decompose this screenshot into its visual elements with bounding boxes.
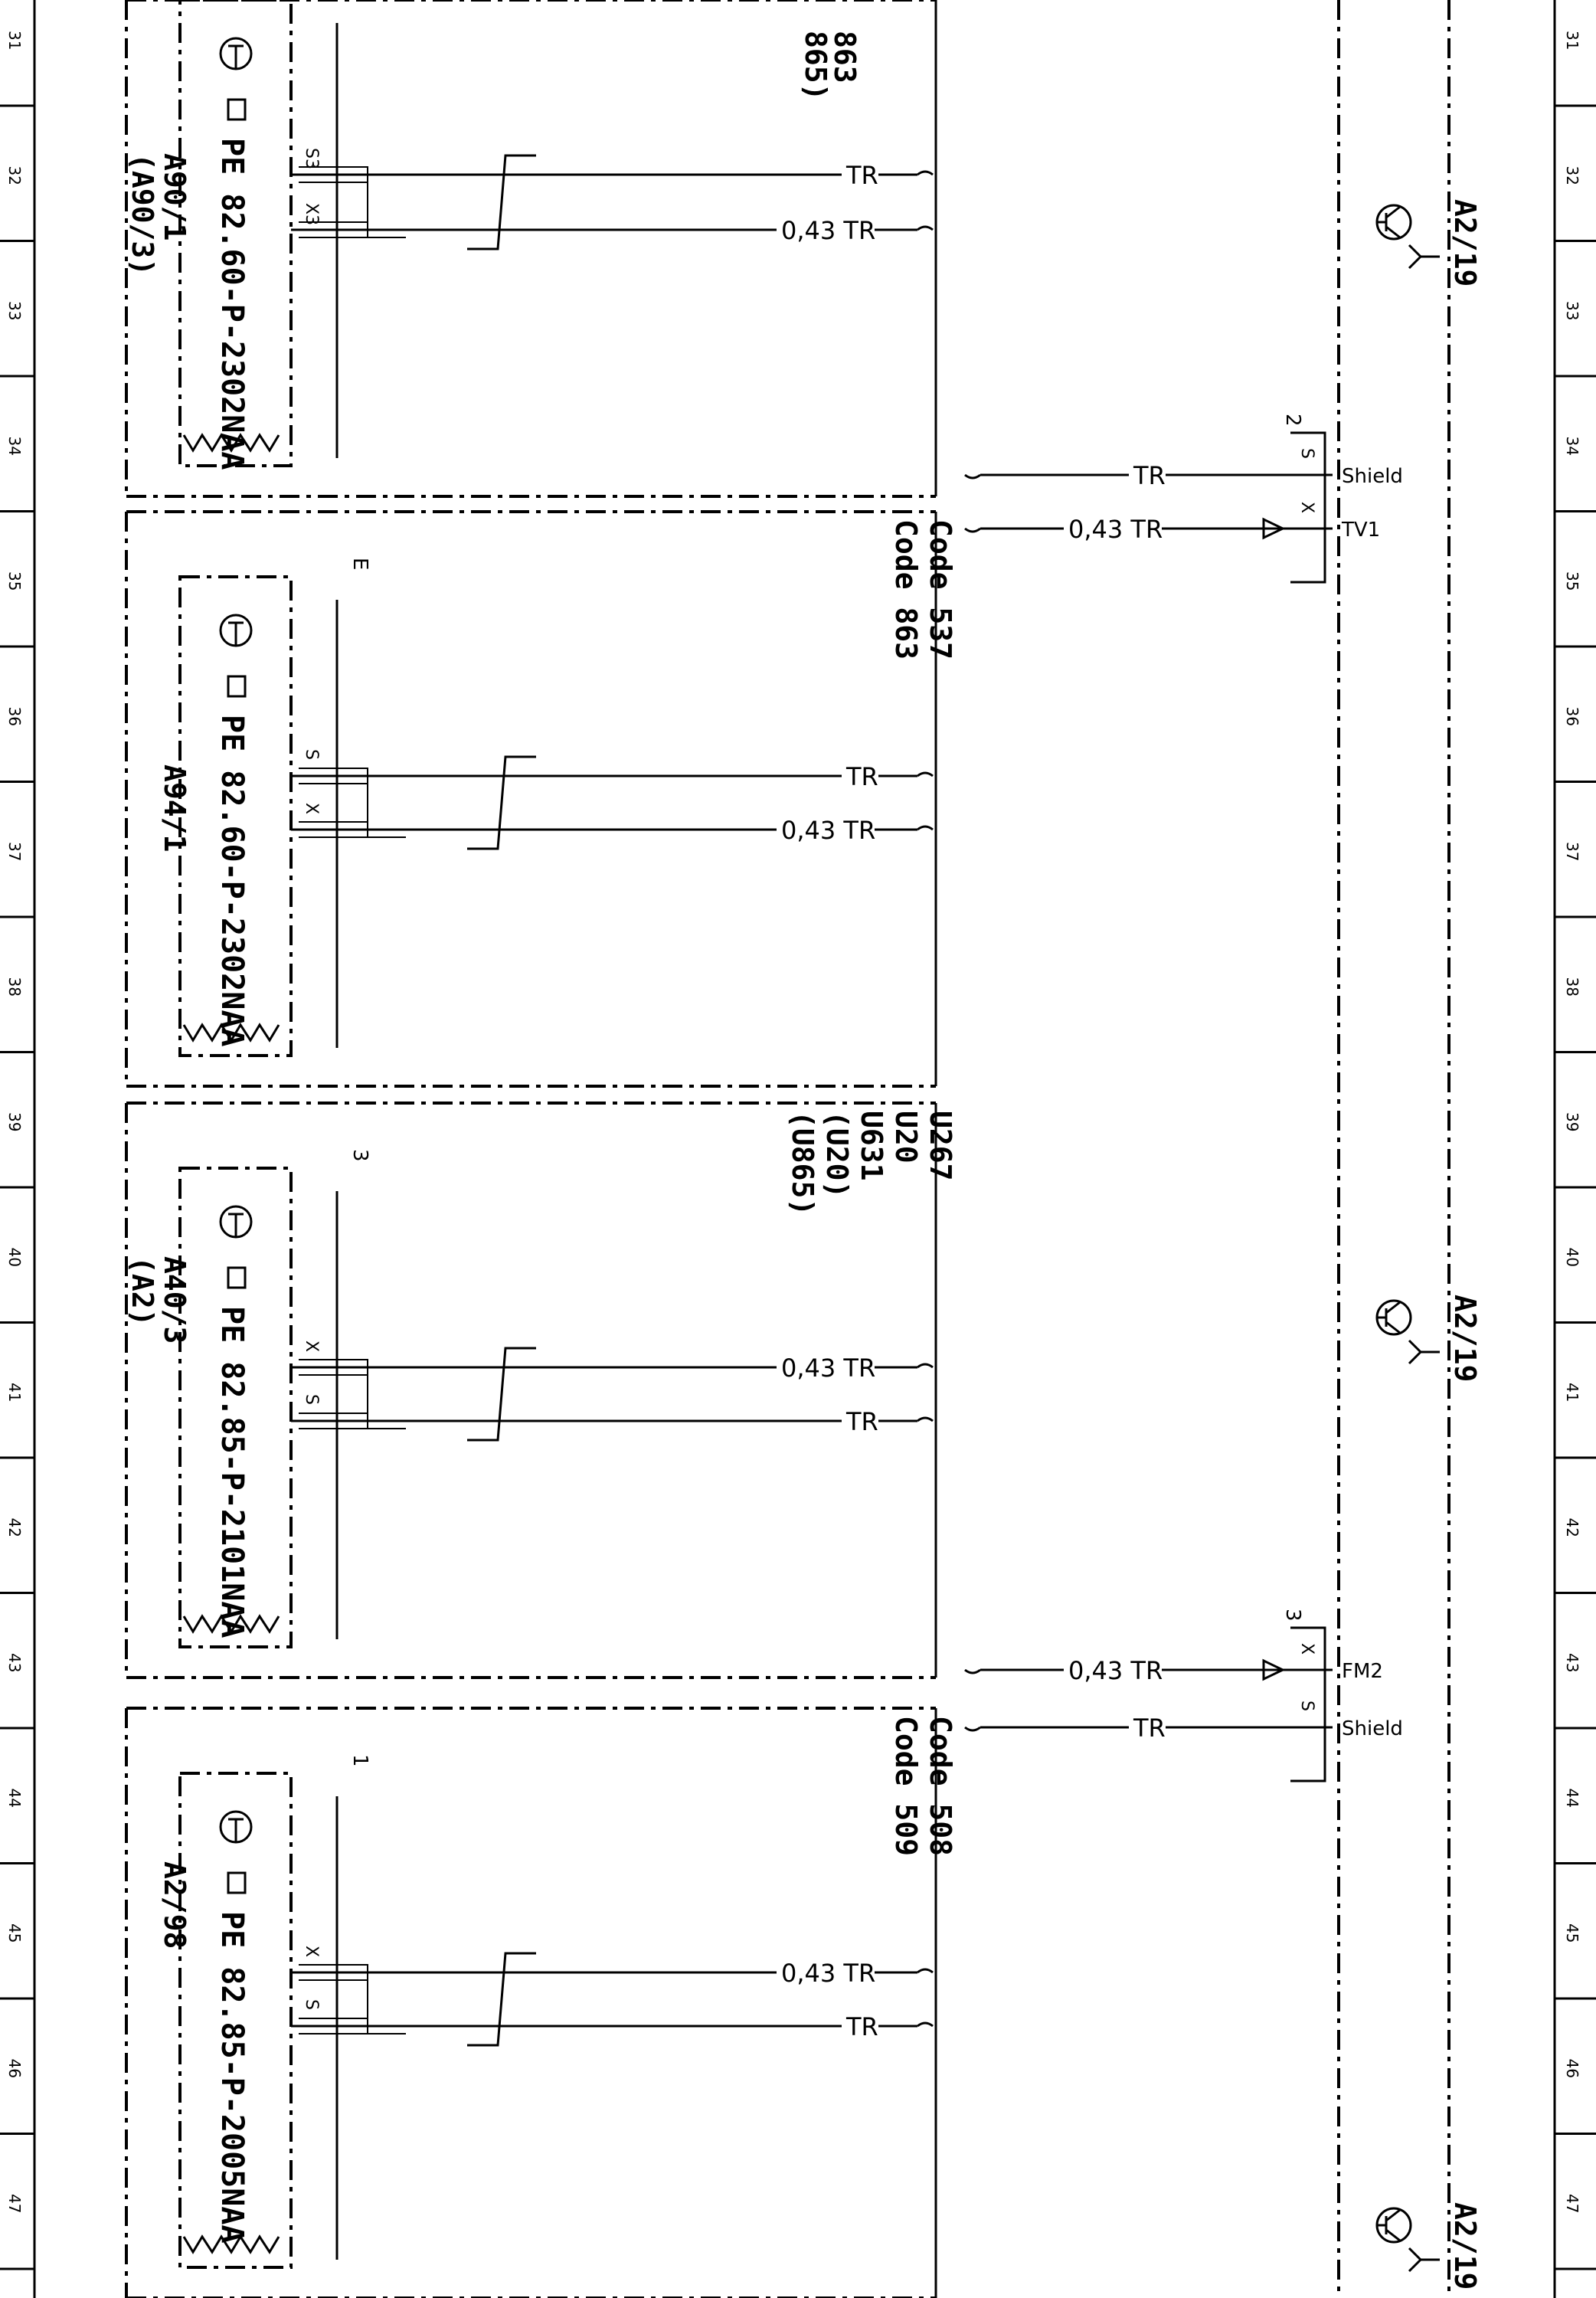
module-3 xyxy=(126,1103,957,1678)
connector-number: 3 xyxy=(348,1149,371,1162)
grid-number-right: 32 xyxy=(1563,165,1581,185)
grid-number-left: 36 xyxy=(5,706,24,726)
grid-number-left: 32 xyxy=(5,165,24,185)
pin-label: S3 xyxy=(302,148,321,169)
cable-break xyxy=(467,1953,536,2045)
code-label: U20 xyxy=(889,1111,923,1164)
signal-name: Shield xyxy=(1342,1717,1403,1740)
grid-number-right: 35 xyxy=(1563,571,1581,591)
code-label: Code 863 xyxy=(889,519,923,660)
pin-label: X xyxy=(302,1946,321,1958)
grid-number-left: 46 xyxy=(5,2058,24,2078)
grid-number-right: 47 xyxy=(1563,2194,1581,2214)
module-designation: (A90/3) xyxy=(126,153,159,277)
grid-number-right: 40 xyxy=(1563,1247,1581,1267)
cable-break xyxy=(467,757,536,849)
pin-label: X3 xyxy=(302,203,321,226)
signal-name: FM2 xyxy=(1342,1660,1383,1683)
wire-label: 0,43 TR xyxy=(1068,1656,1163,1685)
antenna-label: A2/19 xyxy=(1448,1295,1482,1383)
signal-name: TV1 xyxy=(1342,519,1381,542)
wire-label: 0,43 TR xyxy=(781,216,876,245)
module-designation: A90/1 xyxy=(158,153,191,241)
grid-number-right: 36 xyxy=(1563,706,1581,726)
grid-number-right: 37 xyxy=(1563,842,1581,862)
grid-number-right: 31 xyxy=(1563,31,1581,51)
antenna-a2-19 xyxy=(1377,2202,1482,2290)
wire-label: TR xyxy=(846,762,878,791)
code-label: U631 xyxy=(855,1111,888,1181)
pointing-hand-icon xyxy=(228,1873,245,1893)
module-designation: A94/1 xyxy=(158,764,191,853)
pin-label: S xyxy=(302,1394,321,1405)
grid-number-left: 38 xyxy=(5,977,24,997)
code-label: Code 537 xyxy=(924,519,957,660)
code-label: U267 xyxy=(924,1111,957,1181)
grid-number-left: 31 xyxy=(5,31,24,51)
antenna-icon xyxy=(1409,245,1440,268)
grid-number-left: 37 xyxy=(5,842,24,862)
grid-number-left: 42 xyxy=(5,1517,24,1537)
antenna-section xyxy=(1339,0,1482,2298)
top-code-line-1: 863 xyxy=(828,31,862,83)
connector-number: E xyxy=(348,558,371,571)
grid-number-right: 43 xyxy=(1563,1653,1581,1673)
module-2 xyxy=(126,512,957,1086)
grid-number-right: 44 xyxy=(1563,1788,1581,1808)
grid-number-left: 44 xyxy=(5,1788,24,1808)
cable-break xyxy=(467,1348,536,1440)
wire-label: TR xyxy=(846,2012,878,2041)
wire-label: TR xyxy=(846,161,878,190)
grid-number-left: 33 xyxy=(5,301,24,321)
module-4 xyxy=(126,1708,957,2298)
right-grid-strip xyxy=(1555,0,1596,2298)
connector-number: 3 xyxy=(1281,1609,1304,1622)
signal-name: Shield xyxy=(1342,465,1403,488)
pin-label: X xyxy=(302,803,321,815)
connector-number: 2 xyxy=(1281,414,1304,427)
code-label: Code 509 xyxy=(889,1716,923,1857)
wire-label: TR xyxy=(846,1407,878,1436)
grid-number-right: 42 xyxy=(1563,1517,1581,1537)
pin-label: S xyxy=(302,1999,321,2010)
grid-number-right: 34 xyxy=(1563,436,1581,456)
pin-label: X xyxy=(302,1340,321,1353)
grid-number-right: 38 xyxy=(1563,977,1581,997)
code-label: (U20) xyxy=(820,1111,854,1199)
antenna-icon xyxy=(1409,1340,1440,1363)
pointing-hand-icon xyxy=(228,1268,245,1288)
grid-number-left: 45 xyxy=(5,1923,24,1943)
top-code-line-2: 865) xyxy=(799,31,832,101)
wire-label: TR xyxy=(1133,461,1166,490)
pin-label: X xyxy=(1297,1643,1316,1655)
grid-number-left: 43 xyxy=(5,1653,24,1673)
grid-number-left: 34 xyxy=(5,436,24,456)
cable-break xyxy=(467,155,536,249)
wire-label: 0,43 TR xyxy=(781,1354,876,1383)
part-number: PE 82.60-P-2302NAA xyxy=(214,715,250,1047)
connector-number: 1 xyxy=(348,1754,371,1767)
wire-label: 0,43 TR xyxy=(781,1959,876,1988)
antenna-label: A2/19 xyxy=(1448,199,1482,287)
code-label: (U865) xyxy=(786,1111,819,1216)
pin-label: S xyxy=(302,749,321,760)
grid-number-right: 46 xyxy=(1563,2058,1581,2078)
part-number: PE 82.60-P-2302NAA xyxy=(214,138,250,470)
pin-label: S xyxy=(1297,448,1316,459)
antenna-a2-19 xyxy=(1377,1295,1482,1382)
pointing-hand-icon xyxy=(228,100,245,119)
part-number: PE 82.85-P-2101NAA xyxy=(214,1306,250,1638)
left-grid-strip xyxy=(0,0,34,2298)
antenna-a2-19 xyxy=(1377,199,1482,286)
grid-number-left: 35 xyxy=(5,571,24,591)
module-designation: A2/98 xyxy=(158,1861,191,1949)
code-label: Code 508 xyxy=(924,1716,957,1857)
module-designation: A40/3 xyxy=(158,1256,191,1344)
grid-number-left: 41 xyxy=(5,1383,24,1403)
top-code-text xyxy=(799,31,862,101)
grid-number-left: 40 xyxy=(5,1247,24,1267)
grid-number-left: 47 xyxy=(5,2194,24,2214)
pin-label: X xyxy=(1297,502,1316,514)
part-number: PE 82.85-P-2005NAA xyxy=(214,1911,250,2244)
grid-number-right: 41 xyxy=(1563,1383,1581,1403)
antenna-icon xyxy=(1409,2248,1440,2271)
module-designation: (A2) xyxy=(126,1256,159,1327)
wire-label: 0,43 TR xyxy=(781,816,876,845)
grid-number-left: 39 xyxy=(5,1112,24,1132)
pin-label: S xyxy=(1297,1701,1316,1711)
grid-number-right: 39 xyxy=(1563,1112,1581,1132)
grid-number-right: 45 xyxy=(1563,1923,1581,1943)
antenna-label: A2/19 xyxy=(1448,2202,1482,2290)
wire-label: 0,43 TR xyxy=(1068,515,1163,544)
wire-label: TR xyxy=(1133,1714,1166,1743)
grid-number-right: 33 xyxy=(1563,301,1581,321)
pointing-hand-icon xyxy=(228,676,245,696)
